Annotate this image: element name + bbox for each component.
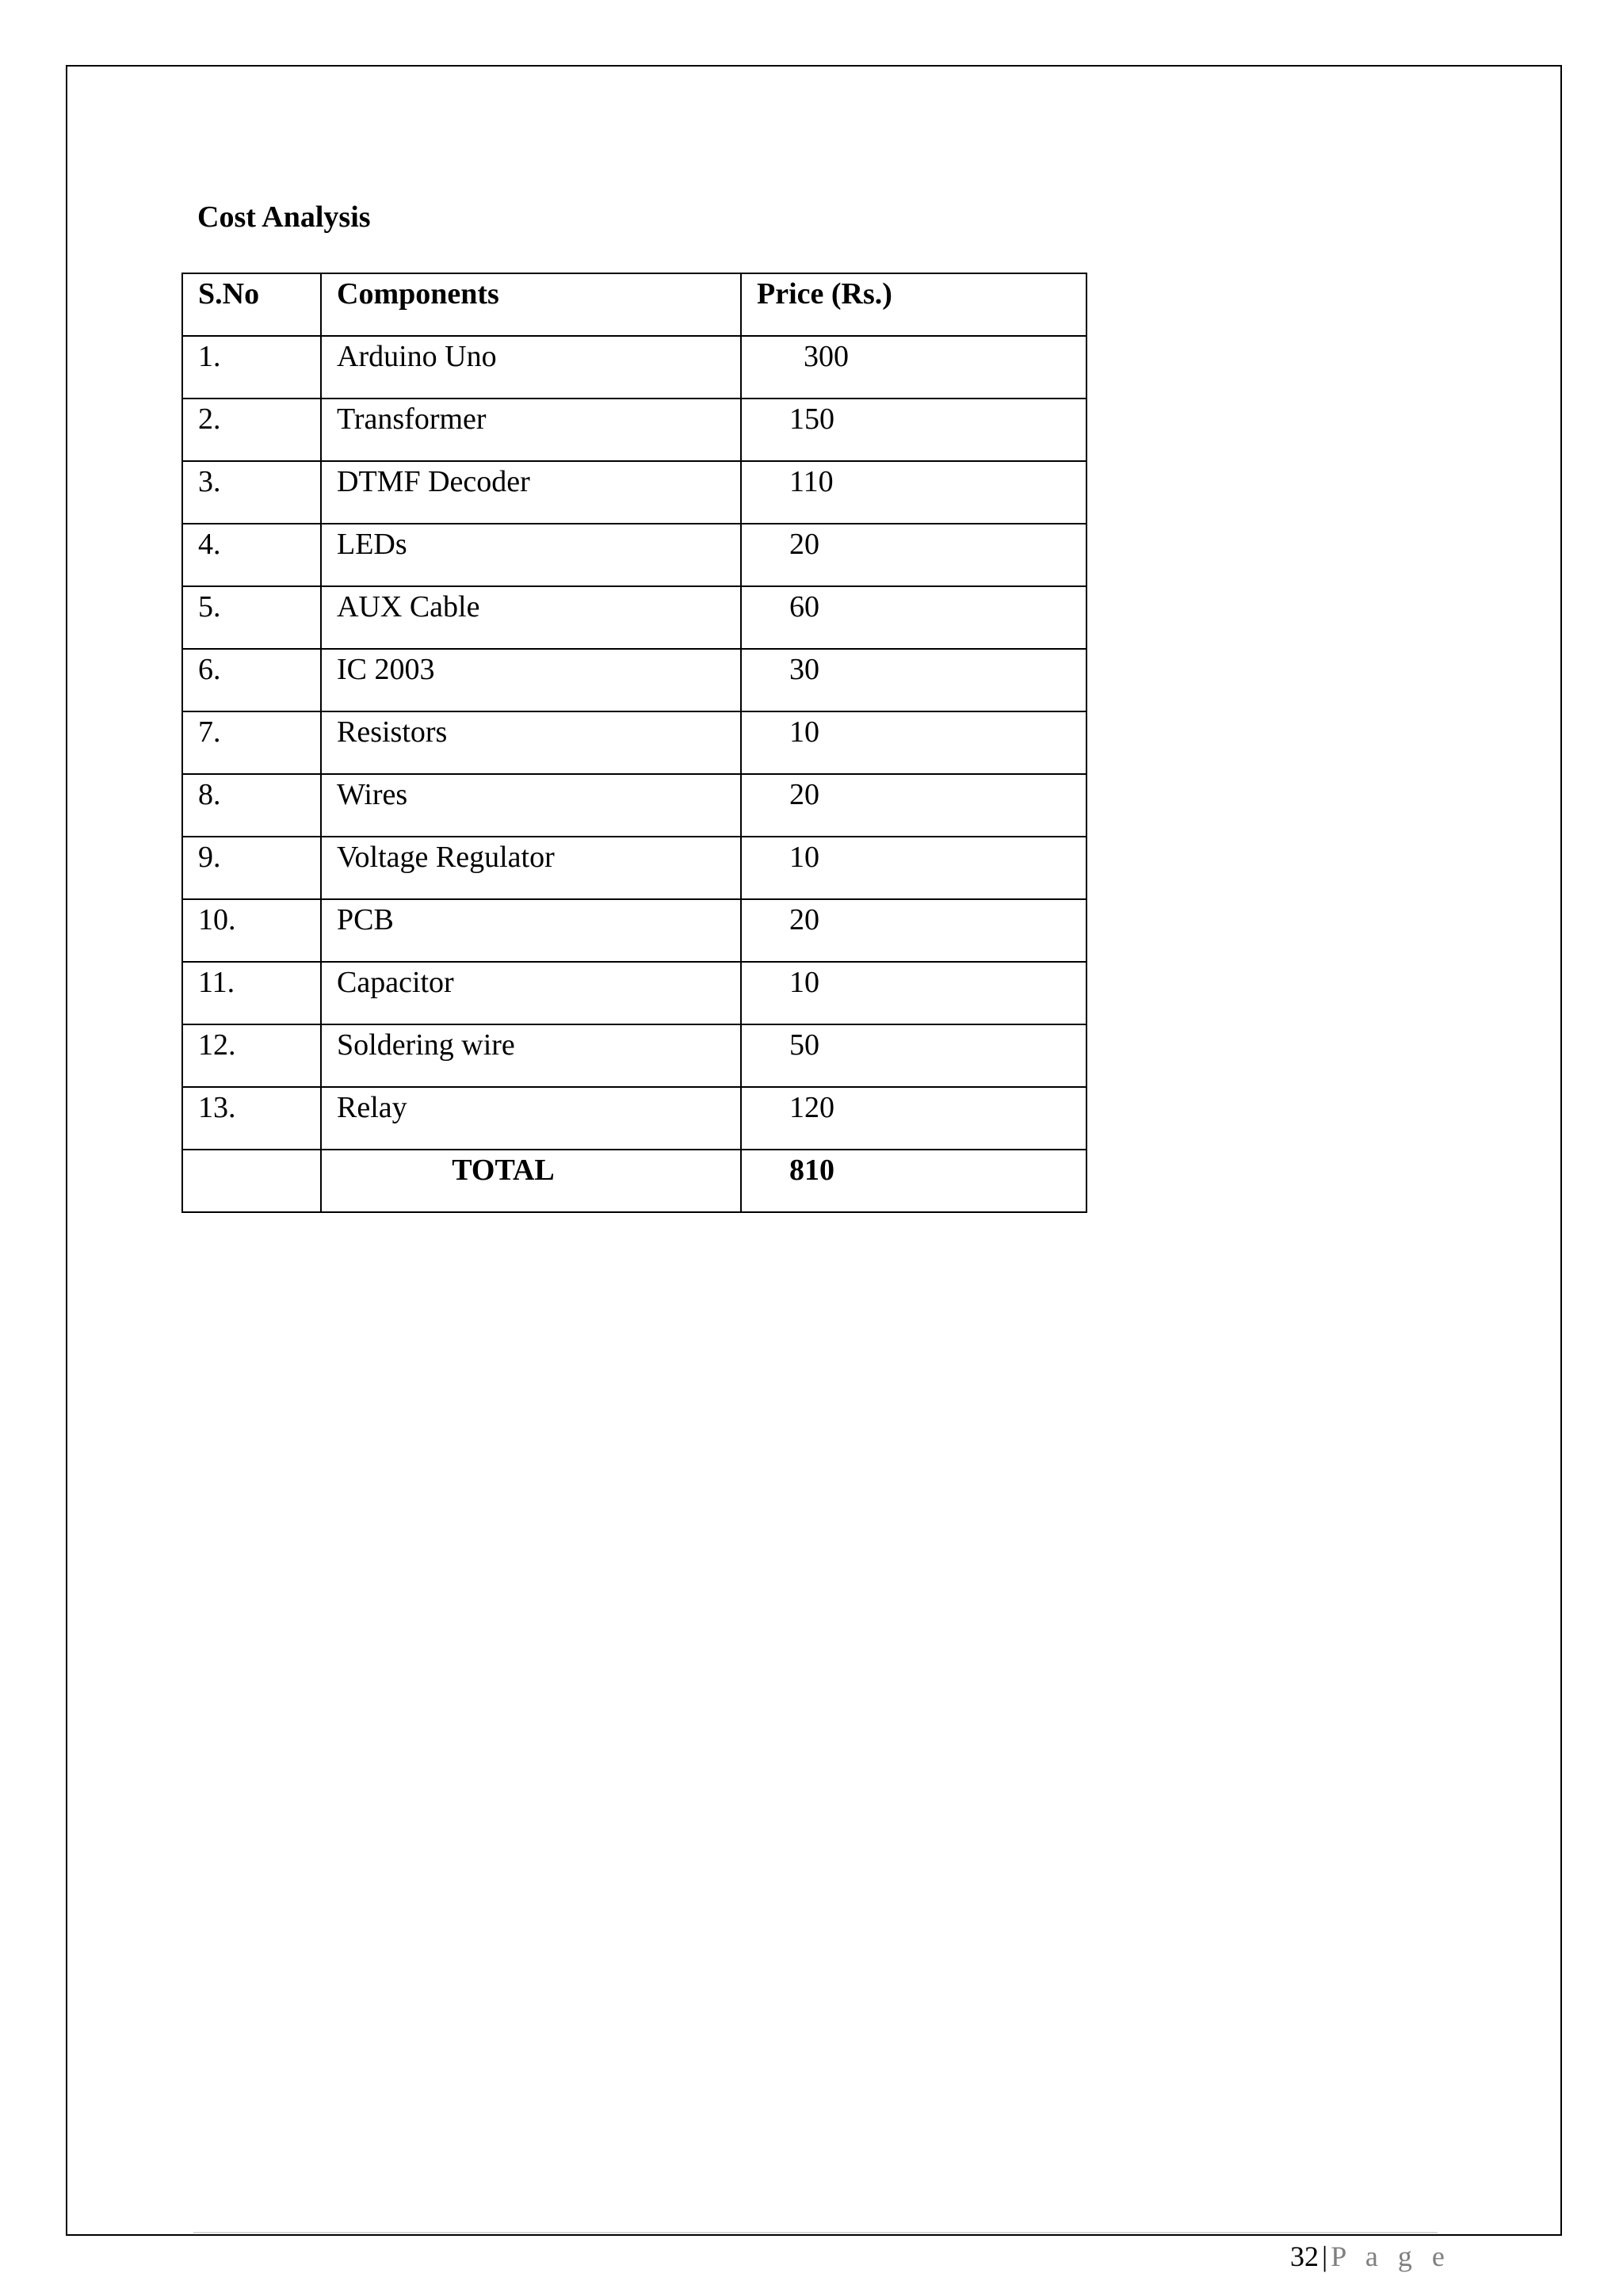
section-title: Cost Analysis <box>197 200 371 234</box>
cell-component: Resistors <box>321 711 741 774</box>
total-sno-cell <box>182 1150 321 1212</box>
cell-component: AUX Cable <box>321 586 741 649</box>
cell-price: 60 <box>741 586 1086 649</box>
cell-sno: 5. <box>182 586 321 649</box>
cell-price: 10 <box>741 837 1086 899</box>
cell-component: Wires <box>321 774 741 837</box>
cell-sno: 4. <box>182 524 321 586</box>
cell-sno: 1. <box>182 336 321 399</box>
cell-sno: 2. <box>182 399 321 461</box>
table-row <box>182 711 1086 774</box>
cell-price: 50 <box>741 1024 1086 1087</box>
cell-component: Capacitor <box>321 962 741 1024</box>
cell-sno: 7. <box>182 711 321 774</box>
cell-sno: 11. <box>182 962 321 1024</box>
cell-sno: 12. <box>182 1024 321 1087</box>
cell-price: 20 <box>741 524 1086 586</box>
cell-component: IC 2003 <box>321 649 741 711</box>
cell-price: 150 <box>741 399 1086 461</box>
table-row <box>182 962 1086 1024</box>
total-price: 810 <box>741 1150 1086 1212</box>
cell-price: 20 <box>741 899 1086 962</box>
cell-sno: 13. <box>182 1087 321 1150</box>
header-components: Components <box>321 273 741 336</box>
cost-analysis-table <box>181 273 1087 1213</box>
cell-component: Voltage Regulator <box>321 837 741 899</box>
table-row <box>182 649 1086 711</box>
table-row <box>182 774 1086 837</box>
cell-price: 10 <box>741 711 1086 774</box>
cell-sno: 6. <box>182 649 321 711</box>
cell-price: 110 <box>741 461 1086 524</box>
table-row <box>182 899 1086 962</box>
cell-sno: 9. <box>182 837 321 899</box>
table-row <box>182 524 1086 586</box>
header-price: Price (Rs.) <box>741 273 1086 336</box>
total-label: TOTAL <box>321 1150 741 1212</box>
table-row <box>182 1024 1086 1087</box>
table-row <box>182 1087 1086 1150</box>
cell-price: 300 <box>741 336 1086 399</box>
table-total-row <box>182 1150 1086 1212</box>
table-row <box>182 399 1086 461</box>
table-row <box>182 336 1086 399</box>
page-word: P a g e <box>1331 2241 1451 2272</box>
cell-price: 30 <box>741 649 1086 711</box>
footer-separator: | <box>1322 2241 1328 2272</box>
cell-price: 20 <box>741 774 1086 837</box>
table-row <box>182 586 1086 649</box>
cell-sno: 3. <box>182 461 321 524</box>
cell-price: 120 <box>741 1087 1086 1150</box>
table-row <box>182 837 1086 899</box>
cell-component: DTMF Decoder <box>321 461 741 524</box>
cell-component: PCB <box>321 899 741 962</box>
table-row <box>182 461 1086 524</box>
table-header-row <box>182 273 1086 336</box>
cell-price: 10 <box>741 962 1086 1024</box>
cell-sno: 8. <box>182 774 321 837</box>
cell-sno: 10. <box>182 899 321 962</box>
cell-component: Relay <box>321 1087 741 1150</box>
cell-component: Arduino Uno <box>321 336 741 399</box>
cell-component: LEDs <box>321 524 741 586</box>
footer-divider <box>193 2232 1438 2233</box>
cell-component: Soldering wire <box>321 1024 741 1087</box>
header-sno: S.No <box>182 273 321 336</box>
page-footer <box>1290 2239 1451 2274</box>
cell-component: Transformer <box>321 399 741 461</box>
page-number: 32 <box>1290 2241 1319 2272</box>
